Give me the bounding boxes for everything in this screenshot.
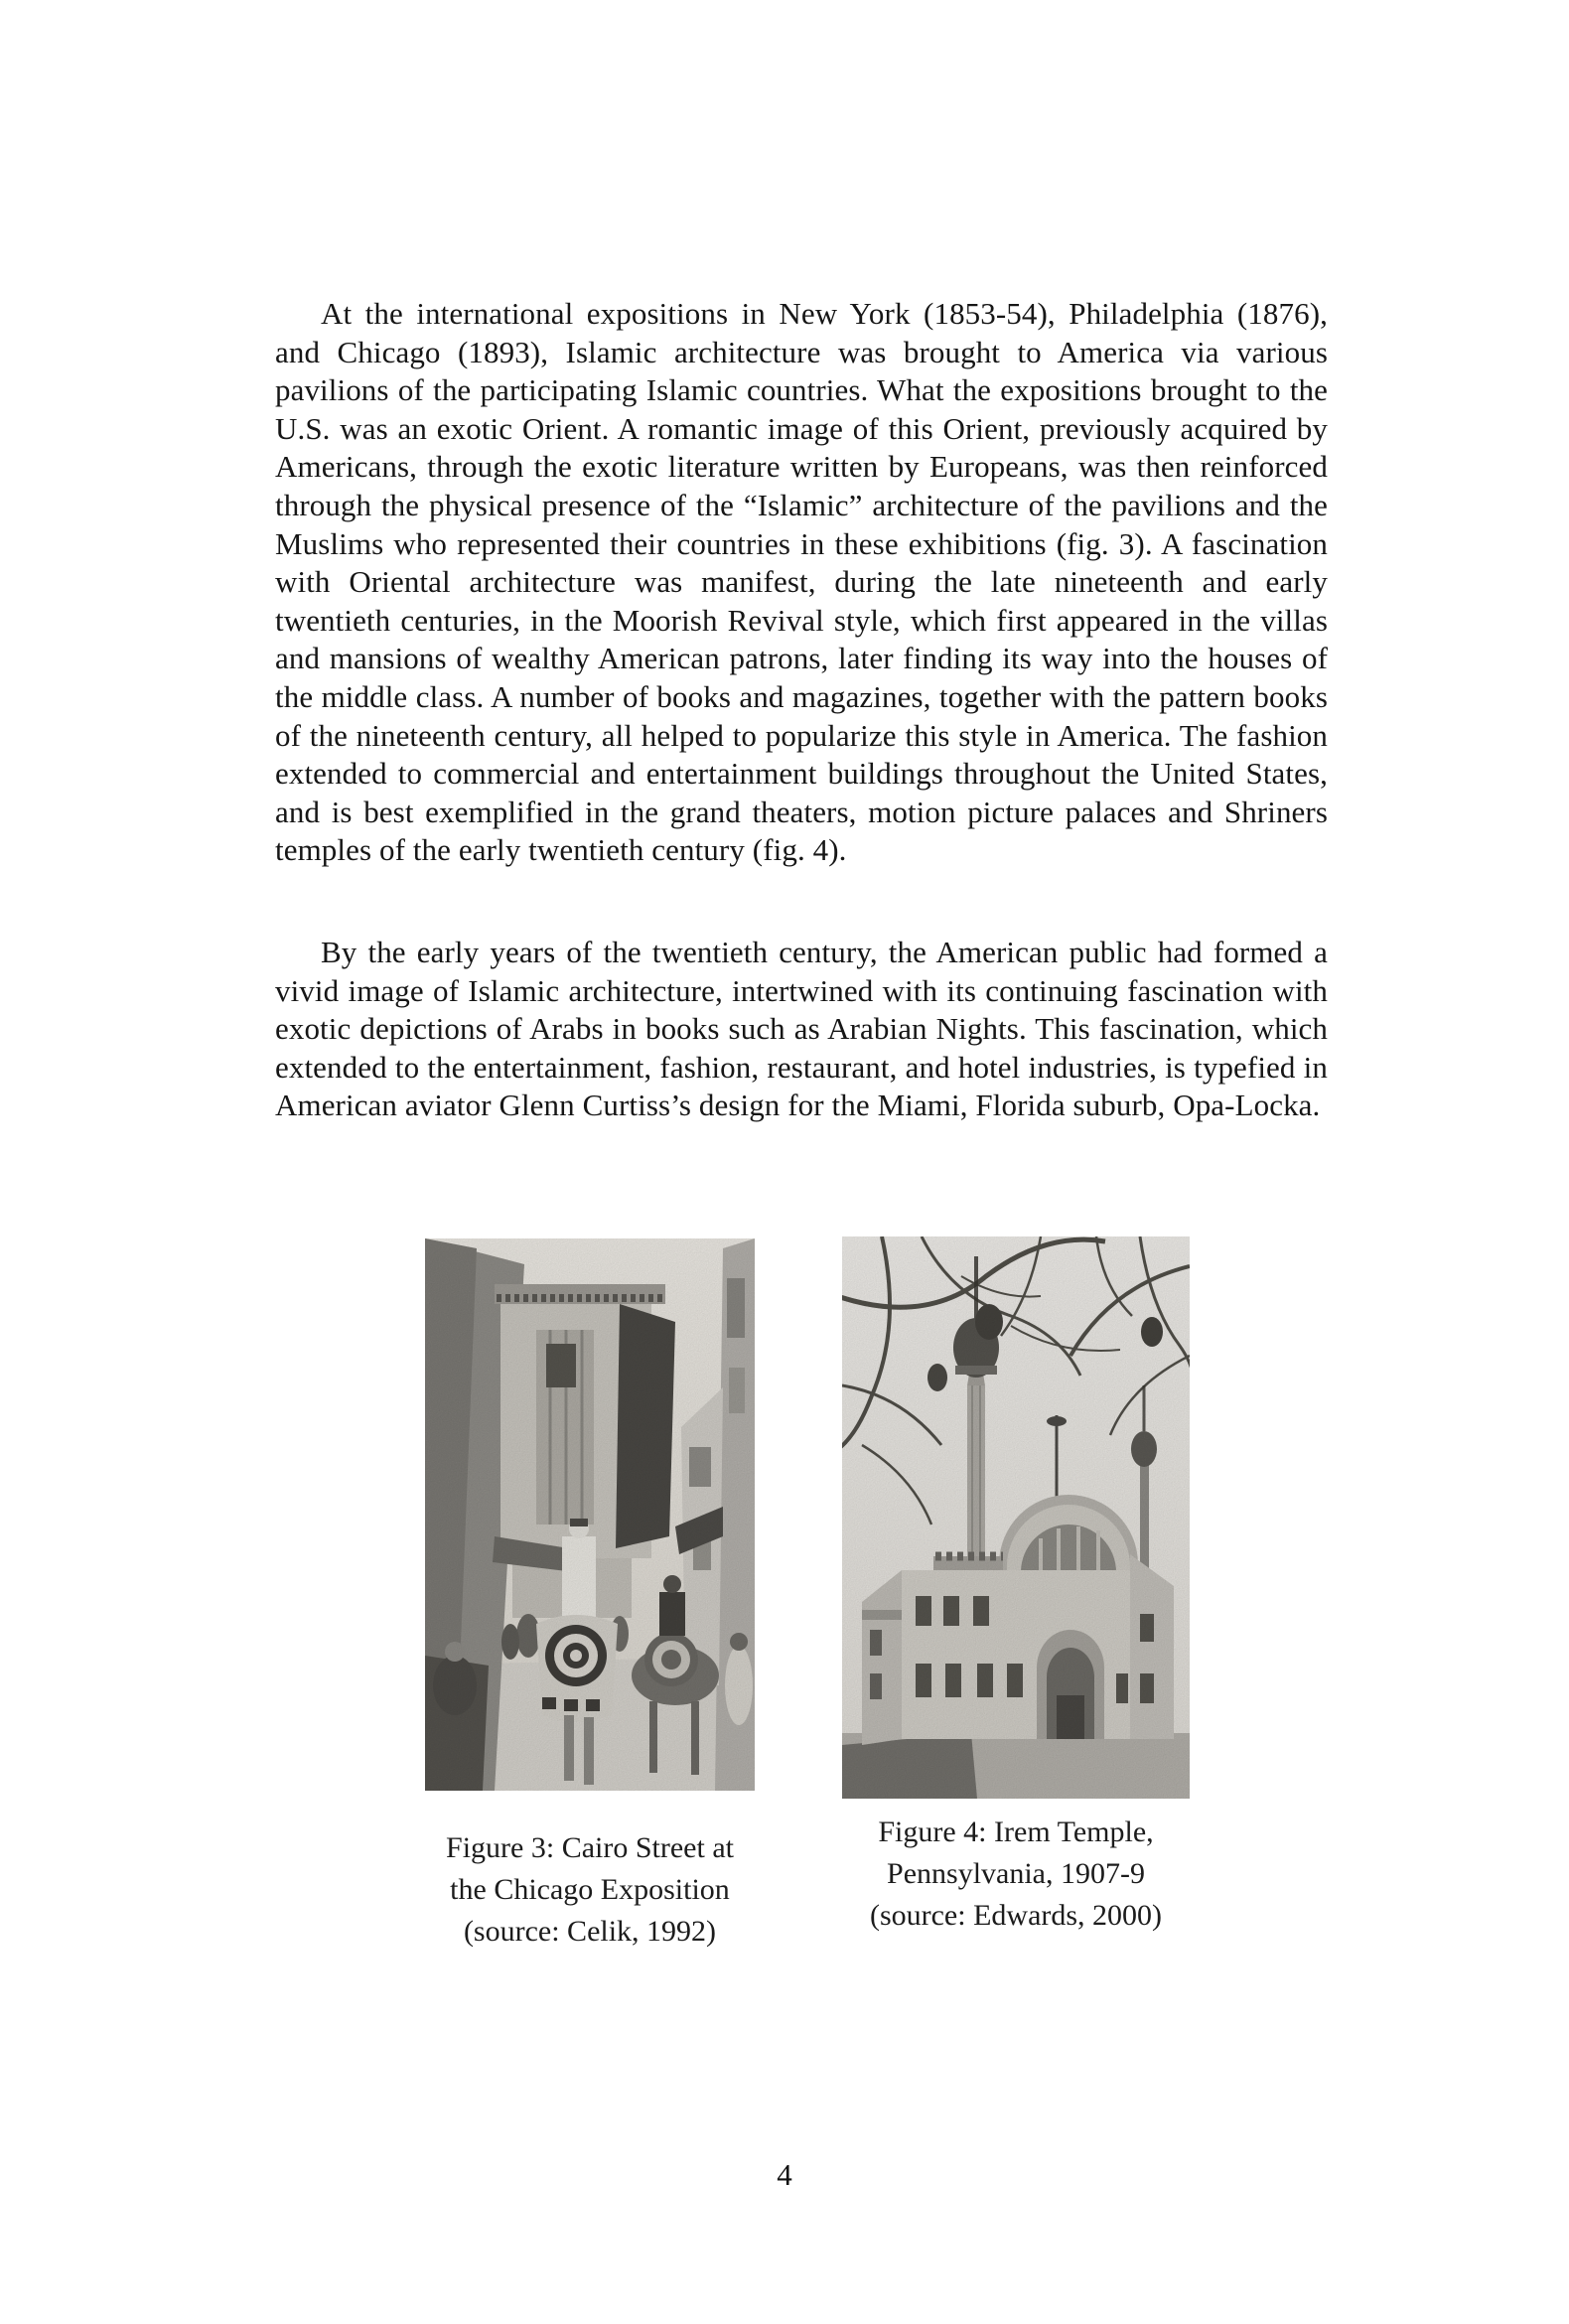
cairo-street-photo: [425, 1238, 755, 1791]
paragraph-public-image: By the early years of the twentieth century, the American public had formed a vivid image of Islamic architecture, intertwined with its continuing fascination with exotic depictions of Arabs in books such as Arabian Nights. This fascination, which extended to the entertainment, fashion, restaurant, and hotel industries, is typefied in American aviator Glenn Curtiss’s design for the Miami, Florida suburb, Opa-Locka.: [275, 935, 1328, 1123]
figure-3-caption-line-1: Figure 3: Cairo Street at: [446, 1831, 734, 1864]
figure-3-caption-line-2: the Chicago Exposition: [450, 1873, 730, 1906]
figure-3: [425, 1238, 755, 1953]
figure-4-caption-line-1: Figure 4: Irem Temple,: [878, 1816, 1154, 1848]
figure-3-caption-line-3: (source: Celik, 1992): [463, 1915, 717, 1948]
figure-4-caption-line-2: Pennsylvania, 1907-9: [887, 1857, 1145, 1890]
figure-4-caption-line-3: (source: Edwards, 2000): [869, 1899, 1163, 1932]
figure-4-caption: [842, 1812, 1190, 1937]
paragraph-expositions: At the international expositions in New York (1853-54), Philadelphia (1876), and Chicago (1893), Islamic architecture was brought to America via various pavilions of the participating Islamic countries. What the expositions brought to the U.S. was an exotic Orient. A romantic image of this Orient, previously acquired by Americans, through the exotic literature written by Europeans, was then reinforced through the physical presence of the “Islamic” architecture of the pavilions and the Muslims who represented their countries in these exhibitions (fig. 3). A fascination with Oriental architecture was manifest, during the late nineteenth and early twentieth centuries, in the Moorish Revival style, which first appeared in the villas and mansions of wealthy American patrons, later finding its way into the houses of the middle class. A number of books and magazines, together with the pattern books of the nineteenth century, all helped to popularize this style in America. The fashion extended to commercial and entertainment buildings throughout the United States, and is best exemplified in the grand theaters, motion picture palaces and Shriners temples of the early twentieth century (fig. 4).: [275, 296, 1328, 868]
irem-temple-photo: [842, 1236, 1190, 1799]
figure-3-caption: [425, 1827, 755, 1953]
page-number: 4: [777, 2157, 792, 2192]
figure-4: [842, 1236, 1190, 1937]
